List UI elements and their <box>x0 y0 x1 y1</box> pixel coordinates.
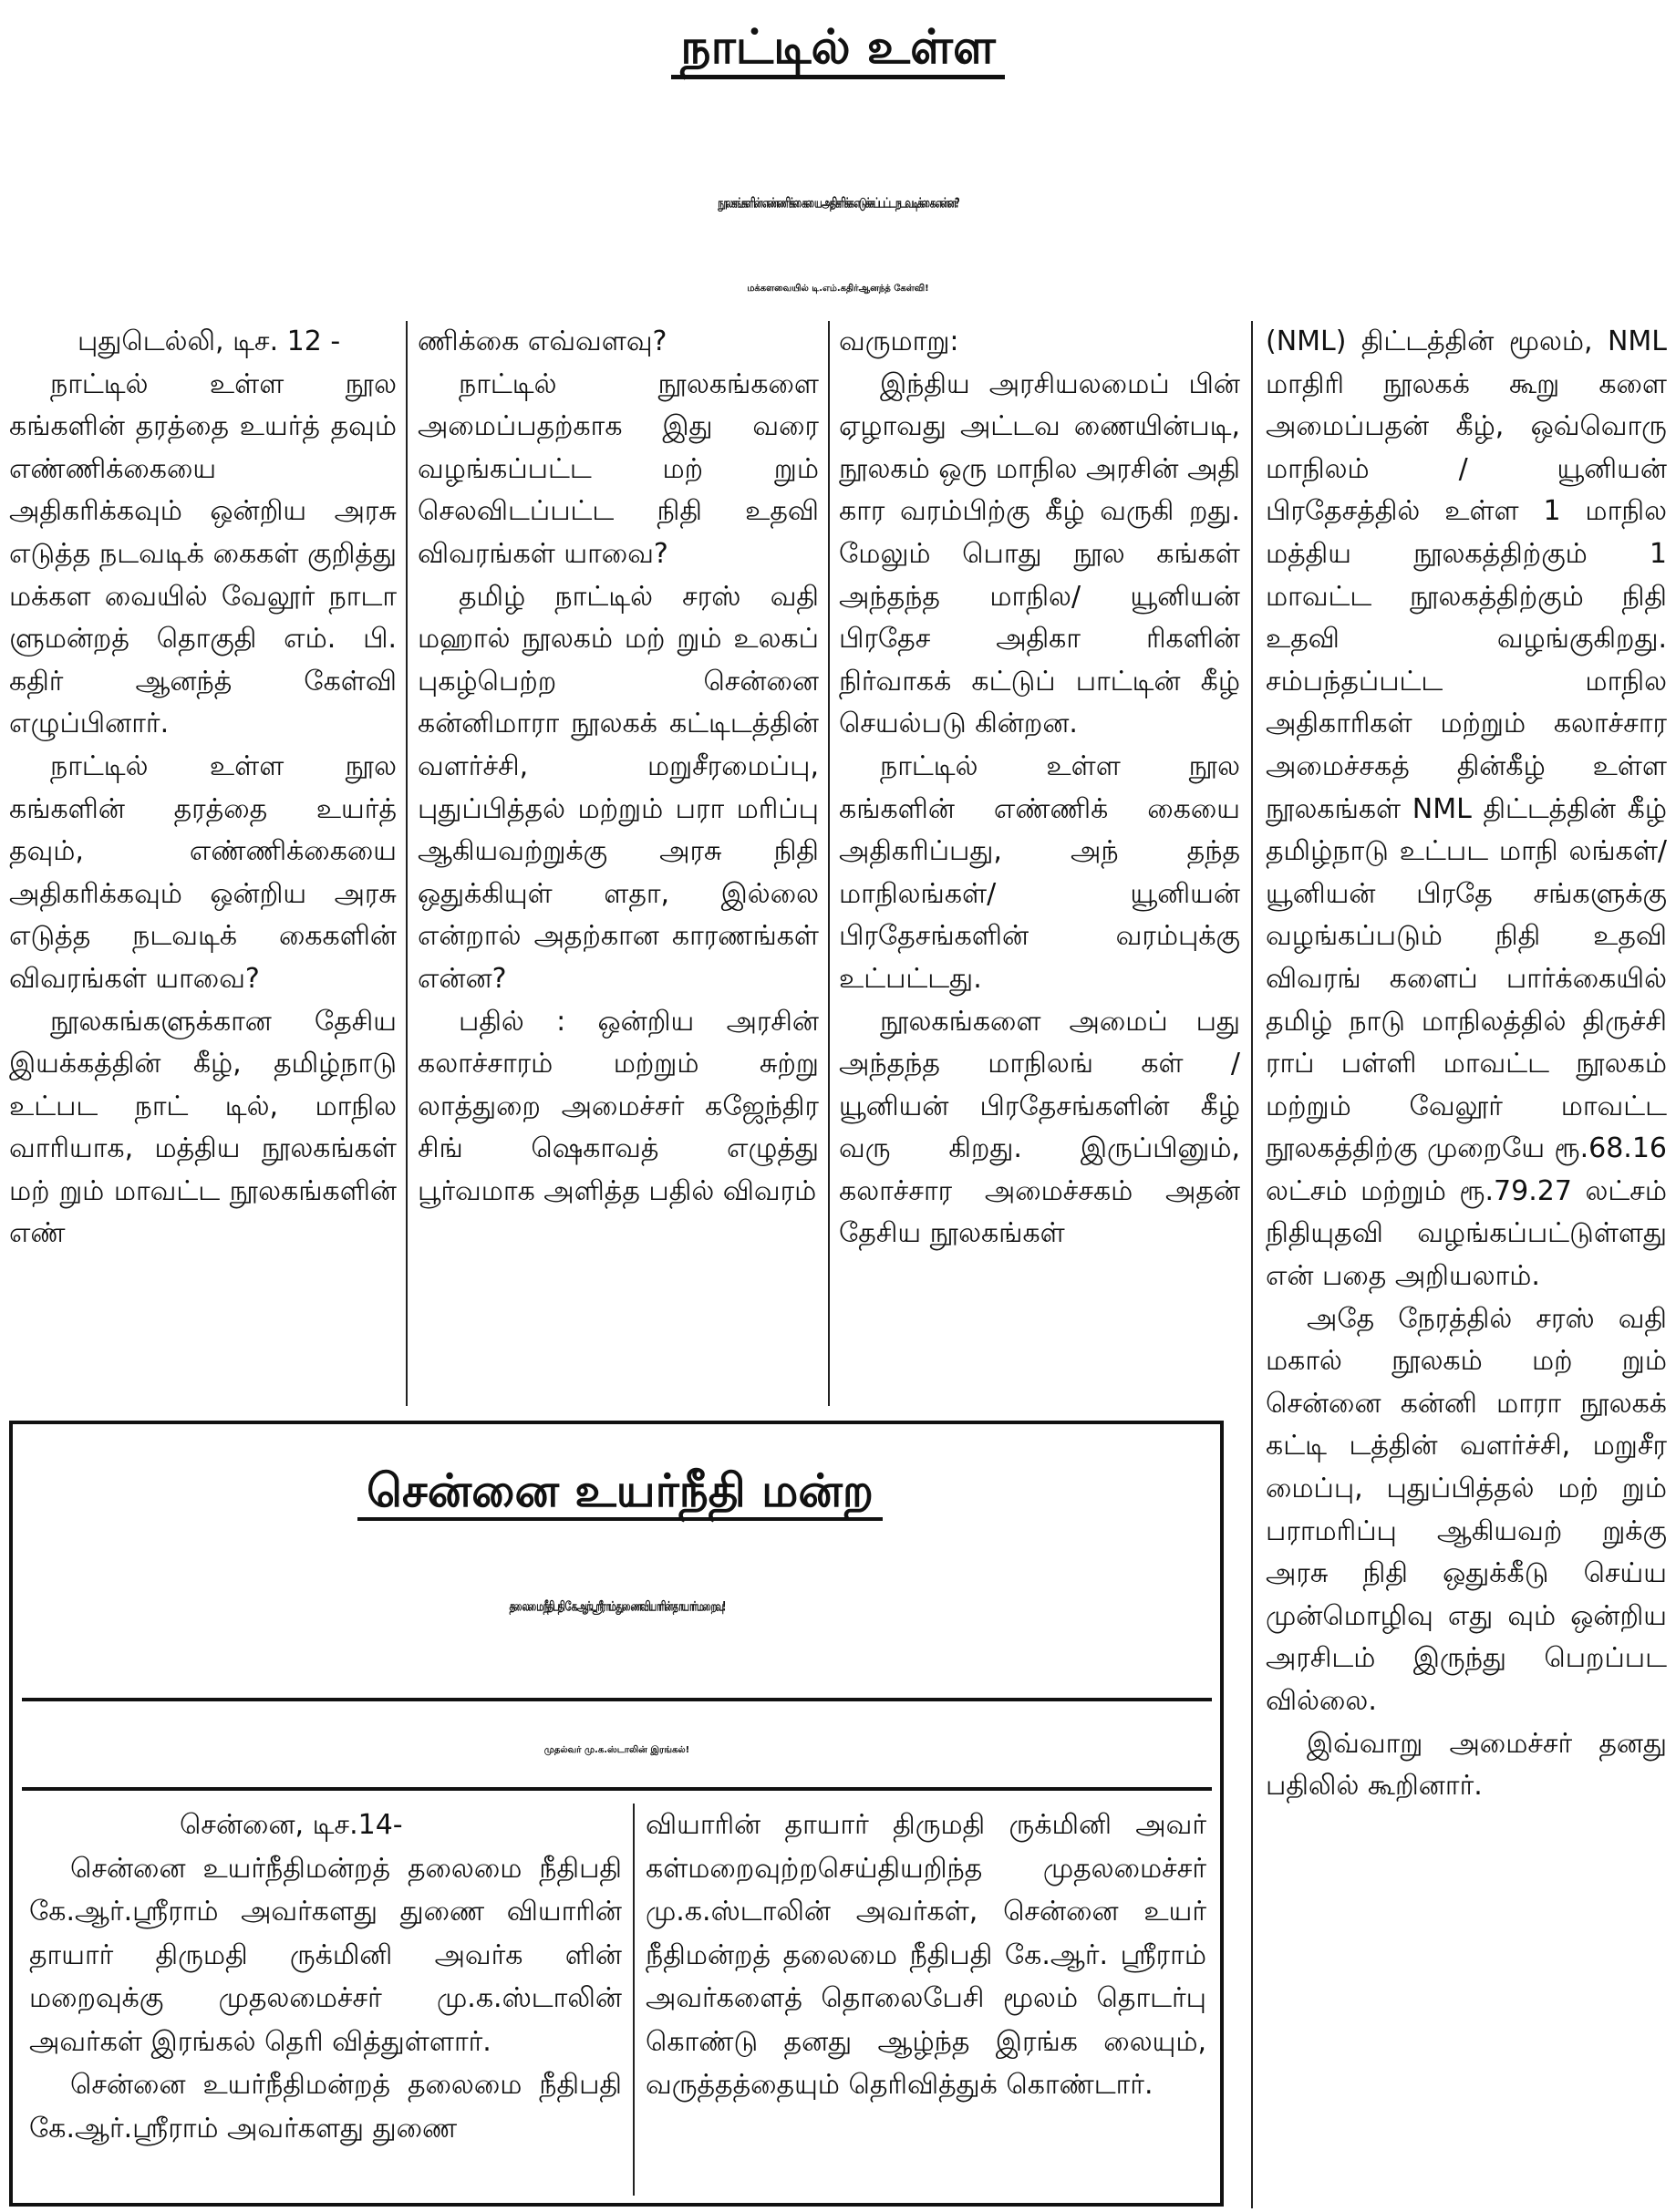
paragraph: நாட்டில் உள்ள நூல கங்களின் தரத்தை உயர்த் தவும் எண்ணிக்கையை அதிகரிக்கவும் ஒன்றிய அரசு எடுத்த நடவடிக் கைகள் குறித்து மக்கள வையில் வேலூர் நாடா ளுமன்றத் தொகுதி எம். பி. கதிர் ஆனந்த் கேள்வி எழுப்பினார். <box>9 367 397 740</box>
box-kicker <box>13 1459 1227 1523</box>
column-divider <box>828 321 830 1406</box>
paragraph: இந்திய அரசியலமைப் பின் ஏழாவது அட்டவ ணையின்படி, நூலகம் ஒரு மாநில அரசின் அதி கார வரம்பிற்கு கீழ் வருகி றது. மேலும் பொது நூல கங்கள் அந்தந்த மாநில/ யூனியன் பிரதேச அதிகா ரிகளின் நிர்வாகக் கட்டுப் பாட்டின் கீழ் செயல்படு கின்றன. <box>839 367 1240 740</box>
paragraph: நாட்டில் உள்ள நூல கங்களின் எண்ணிக் கையை அதிகரிப்பது, அந் தந்த மாநிலங்கள்/ யூனியன் பிரதேசங்களின் வரம்புக்கு உட்பட்டது. <box>839 749 1240 995</box>
column-divider <box>406 321 408 1406</box>
article-column-1 <box>9 321 397 1415</box>
box-headline: தலைமை நீதிபதி கே.ஆர்.ஸ்ரீராம் துணைவியாரின் தாயார் மறைவு! <box>509 1600 725 1615</box>
paragraph: பதில் : ஒன்றிய அரசின் கலாச்சாரம் மற்றும் சுற்று லாத்துறை அமைச்சர் கஜேந்திர சிங் ஷெகாவத் எழுத்து பூர்வமாக அளித்த பதில் விவரம் <box>418 1005 819 1207</box>
article-subhead: மக்களவையில் டி.எம்.கதிர்ஆனந்த் கேள்வி! <box>747 284 929 294</box>
paragraph: நூலகங்களை அமைப் பது அந்தந்த மாநிலங் கள் / யூனியன் பிரதேசங்களின் கீழ் வரு கிறது. இருப்பினும், கலாச்சார அமைச்சகம் அதன் தேசிய நூலகங்கள் <box>839 1005 1240 1250</box>
paragraph: தமிழ் நாட்டில் சரஸ் வதி மஹால் நூலகம் மற் றும் உலகப் புகழ்பெற்ற சென்னை கன்னிமாரா நூலகக் கட்டிடத்தின் வளர்ச்சி, மறுசீரமைப்பு, புதுப்பித்தல் மற்றும் பரா மரிப்பு ஆகியவற்றுக்கு அரசு நிதி ஒதுக்கியுள் ளதா, இல்லை என்றால் அதற்கான காரணங்கள் என்ன? <box>418 580 819 995</box>
paragraph: நாட்டில் நூலகங்களை அமைப்பதற்காக இது வரை வழங்கப்பட்ட மற் றும் செலவிடப்பட்ட நிதி உதவி விவரங்கள் யாவை? <box>418 367 819 570</box>
box-divider <box>22 1698 1212 1701</box>
news-box <box>9 1421 1224 2207</box>
article-kicker <box>0 11 1676 84</box>
article-kicker-text: நாட்டில் உள்ள <box>671 20 1005 79</box>
box-divider <box>22 1787 1212 1791</box>
dateline: சென்னை, டிச.14- <box>180 1809 403 1841</box>
paragraph: நாட்டில் உள்ள நூல கங்களின் தரத்தை உயர்த் தவும், எண்ணிக்கையை அதிகரிக்கவும் ஒன்றிய அரசு எடுத்த நடவடிக் கைகளின் விவரங்கள் யாவை? <box>9 749 397 995</box>
column-divider <box>1251 321 1253 2208</box>
box-kicker-text: சென்னை உயர்நீதி மன்ற <box>357 1464 883 1521</box>
paragraph: சென்னை உயர்நீதிமன்றத் தலைமை நீதிபதி கே.ஆர்.ஸ்ரீராம் அவர்களது துணை வியாரின் தாயார் திருமதி ருக்மினி அவர்க ளின் மறைவுக்கு முதலமைச்சர் மு.க.ஸ்டாலின் அவர்கள் இரங்கல் தெரி வித்துள்ளார். <box>29 1852 622 2058</box>
article-column-3 <box>839 321 1240 1415</box>
box-subhead: முதல்வர் மு.க.ஸ்டாலின் இரங்கல்! <box>543 1745 690 1755</box>
dateline: புதுடெல்லி, டிச. 12 - <box>78 326 341 357</box>
article-column-2 <box>418 321 819 1415</box>
paragraph: ணிக்கை எவ்வளவு? <box>418 326 667 357</box>
box-column-1 <box>29 1804 622 2205</box>
paragraph: வியாரின் தாயார் திருமதி ருக்மினி அவர் கள்மறைவுற்றசெய்தியறிந்த முதலமைச்சர் மு.க.ஸ்டாலின் அவர்கள், சென்னை உயர் நீதிமன்றத் தலைமை நீதிபதி கே.ஆர். ஸ்ரீராம் அவர்களைத் தொலைபேசி மூலம் தொடர்பு கொண்டு தனது ஆழ்ந்த இரங்க லையும், வருத்தத்தையும் தெரிவித்துக் கொண்டார். <box>646 1809 1206 2101</box>
paragraph: நூலகங்களுக்கான தேசிய இயக்கத்தின் கீழ், தமிழ்நாடு உட்பட நாட் டில், மாநில வாரியாக, மத்திய நூலகங்கள் மற் றும் மாவட்ட நூலகங்களின் எண் <box>9 1005 397 1250</box>
paragraph: வருமாறு: <box>839 326 959 357</box>
article-headline: நூலகங்களின் எண்ணிக்கையை அதிகரிக்க எடுக்கப்பட்ட நடவடிக்கை என்ன? <box>718 196 958 212</box>
box-column-2 <box>646 1804 1206 2205</box>
article-column-4 <box>1266 321 1667 2208</box>
paragraph: அதே நேரத்தில் சரஸ் வதி மகால் நூலகம் மற் றும் சென்னை கன்னி மாரா நூலகக் கட்டி டத்தின் வளர்ச்சி, மறுசீர மைப்பு, புதுப்பித்தல் மற் றும் பராமரிப்பு ஆகியவற் றுக்கு அரசு நிதி ஒதுக்கீடு செய்ய முன்மொழிவு எது வும் ஒன்றிய அரசிடம் இருந்து பெறப்பட வில்லை. <box>1266 1302 1667 1717</box>
paragraph: (NML) திட்டத்தின் மூலம், NML மாதிரி நூலகக் கூறு களை அமைப்பதன் கீழ், ஒவ்வொரு மாநிலம் / யூனியன் பிரதேசத்தில் உள்ள 1 மாநில மத்திய நூலகத்திற்கும் 1 மாவட்ட நூலகத்திற்கும் நிதி உதவி வழங்குகிறது. சம்பந்தப்பட்ட மாநில அதிகாரிகள் மற்றும் கலாச்சார அமைச்சகத் தின்கீழ் உள்ள நூலகங்கள் NML திட்டத்தின் கீழ் தமிழ்நாடு உட்பட மாநி லங்கள்/யூனியன் பிரதே சங்களுக்கு வழங்கப்படும் நிதி உதவி விவரங் களைப் பார்க்கையில் தமிழ் நாடு மாநிலத்தில் திருச்சி ராப் பள்ளி மாவட்ட நூலகம் மற்றும் வேலூர் மாவட்ட நூலகத்திற்கு முறையே ரூ.68.16 லட்சம் மற்றும் ரூ.79.27 லட்சம் நிதியுதவி வழங்கப்பட்டுள்ளது என் பதை அறியலாம். <box>1266 326 1667 1293</box>
paragraph: சென்னை உயர்நீதிமன்றத் தலைமை நீதிபதி கே.ஆர்.ஸ்ரீராம் அவர்களது துணை <box>29 2069 622 2145</box>
column-divider <box>633 1804 635 2196</box>
paragraph: இவ்வாறு அமைச்சர் தனது பதிலில் கூறினார். <box>1266 1727 1667 1803</box>
